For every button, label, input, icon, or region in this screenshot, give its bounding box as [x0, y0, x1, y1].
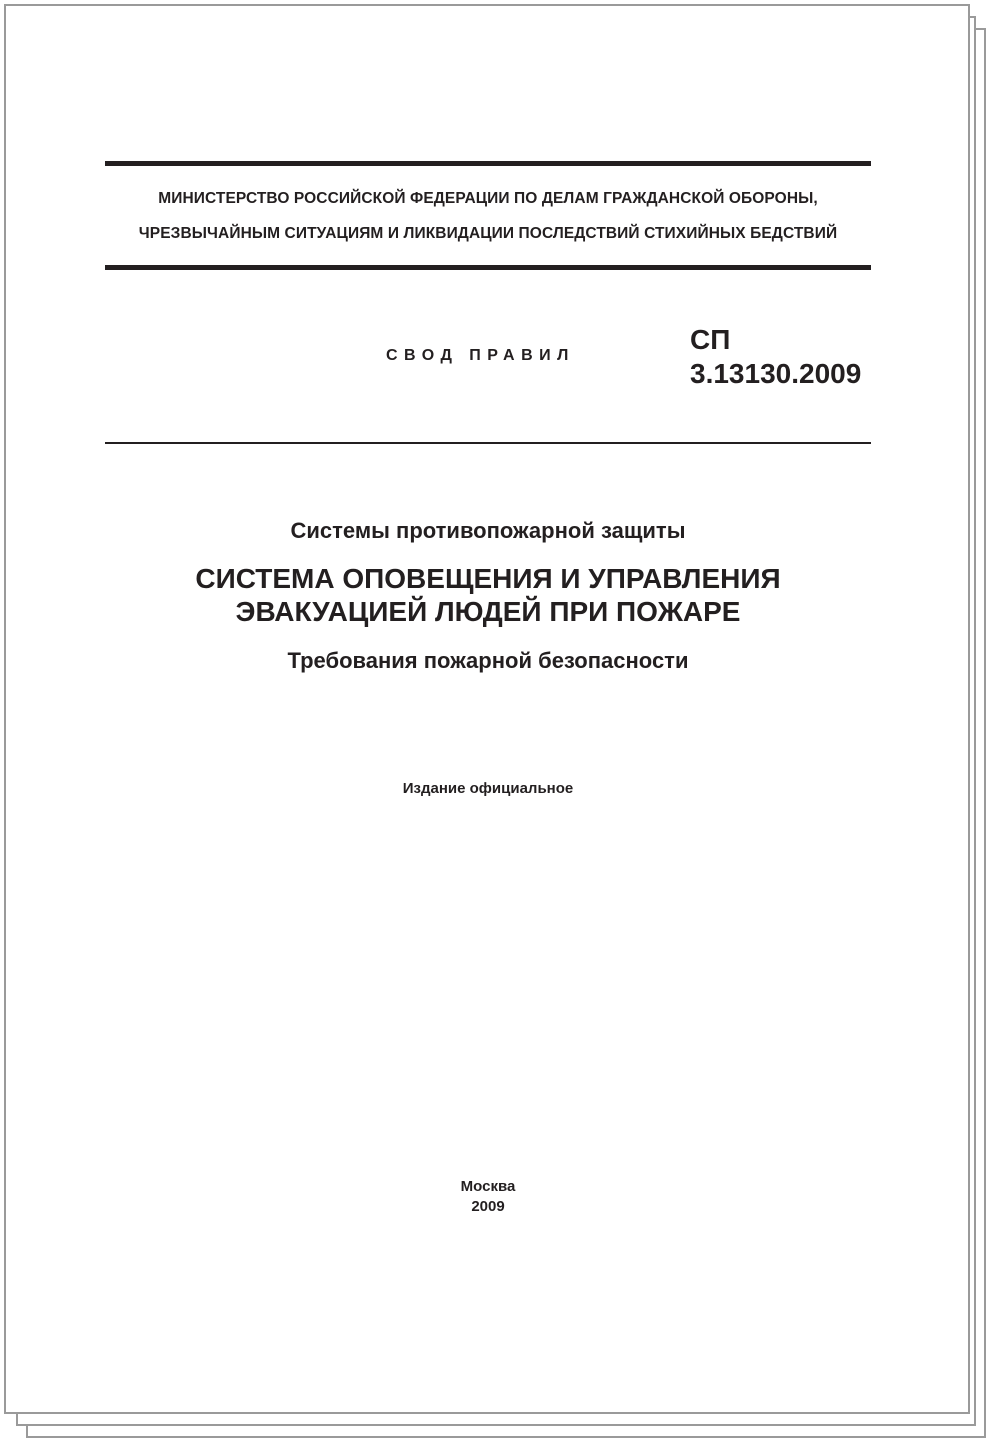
- top-rule: [105, 161, 871, 166]
- document-subtitle: Требования пожарной безопасности: [287, 648, 689, 673]
- designation-divider: [105, 442, 871, 444]
- document-title-line-1: СИСТЕМА ОПОВЕЩЕНИЯ И УПРАВЛЕНИЯ: [195, 563, 781, 594]
- document-code-number: 3.13130.2009: [690, 358, 862, 389]
- document-code-prefix: СП: [690, 324, 731, 355]
- document-type-label: СВОД ПРАВИЛ: [386, 347, 575, 364]
- header-bottom-rule: [105, 265, 871, 270]
- imprint-city: Москва: [460, 1178, 516, 1195]
- imprint-year: 2009: [471, 1198, 505, 1215]
- document-subject: Системы противопожарной защиты: [290, 518, 686, 543]
- edition-note: Издание официальное: [402, 780, 574, 797]
- document-title-line-2: ЭВАКУАЦИЕЙ ЛЮДЕЙ ПРИ ПОЖАРЕ: [235, 596, 741, 627]
- ministry-name-line-2: ЧРЕЗВЫЧАЙНЫМ СИТУАЦИЯМ И ЛИКВИДАЦИИ ПОСЛЕДСТВИЙ СТИХИЙНЫХ БЕДСТВИЙ: [138, 225, 838, 242]
- ministry-name-line-1: МИНИСТЕРСТВО РОССИЙСКОЙ ФЕДЕРАЦИИ ПО ДЕЛАМ ГРАЖДАНСКОЙ ОБОРОНЫ,: [158, 190, 818, 207]
